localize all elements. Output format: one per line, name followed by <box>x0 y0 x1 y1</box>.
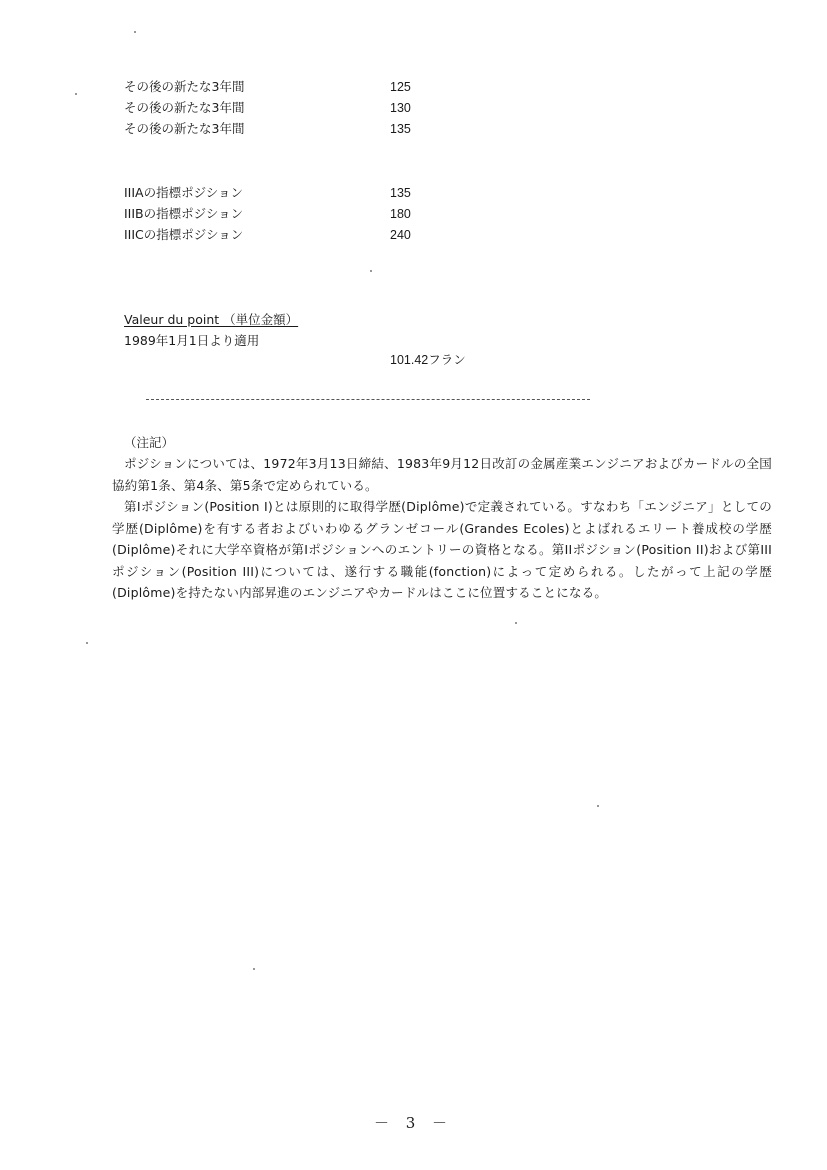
point-amount: 101.42フラン <box>390 353 466 367</box>
section-divider <box>146 399 590 400</box>
point-value-heading: Valeur du point （単位金額） <box>124 312 299 327</box>
scan-speck <box>515 622 517 624</box>
scan-speck <box>253 968 255 970</box>
row-label: IIIBの指標ポジション <box>124 206 244 221</box>
scan-speck <box>75 93 77 95</box>
scan-speck <box>370 270 372 272</box>
row-value: 135 <box>390 122 411 136</box>
table-row <box>124 183 424 203</box>
notes-title: （注記） <box>124 435 175 450</box>
note-paragraph: ポジションについては、1972年3月13日締結、1983年9月12日改訂の金属産業エンジニアおよびカードルの全国協約第1条、第4条、第5条で定められている。 <box>112 456 772 493</box>
row-value: 180 <box>390 207 411 221</box>
row-value: 130 <box>390 101 411 115</box>
effective-date: 1989年1月1日より適用 <box>124 333 260 348</box>
row-label: その後の新たな3年間 <box>124 121 245 136</box>
note-paragraph: 第Iポジション(Position I)とは原則的に取得学歴(Diplôme)で定義されている。すなわち「エンジニア」としての学歴(Diplôme)を有する者およびいわゆるグランゼコール(Grandes Ecoles)とよばれるエリート養成校の学歴(Diplôme)それに大学卒資格が第Iポジションへのエントリーの資格となる。第IIポジション(Position II)および第IIIポジション(Position III)については、遂行する職能(fonction)によって定められる。したがって上記の学歴(Diplôme)を持たない内部昇進のエンジニアやカードルはここに位置することになる。 <box>112 499 772 600</box>
scan-speck <box>597 805 599 807</box>
page-number: － 3 － <box>373 1114 454 1132</box>
row-value: 135 <box>390 186 411 200</box>
table-row <box>124 119 424 139</box>
scan-speck <box>134 31 136 33</box>
table-row <box>124 98 424 118</box>
row-value: 125 <box>390 80 411 94</box>
row-label: その後の新たな3年間 <box>124 79 245 94</box>
row-label: IIICの指標ポジション <box>124 227 244 242</box>
table-row <box>124 225 424 245</box>
table-row <box>124 204 424 224</box>
row-label: その後の新たな3年間 <box>124 100 245 115</box>
scan-speck <box>86 642 88 644</box>
row-label: IIIAの指標ポジション <box>124 185 244 200</box>
notes-body <box>112 453 772 604</box>
table-row <box>124 77 424 97</box>
row-value: 240 <box>390 228 411 242</box>
